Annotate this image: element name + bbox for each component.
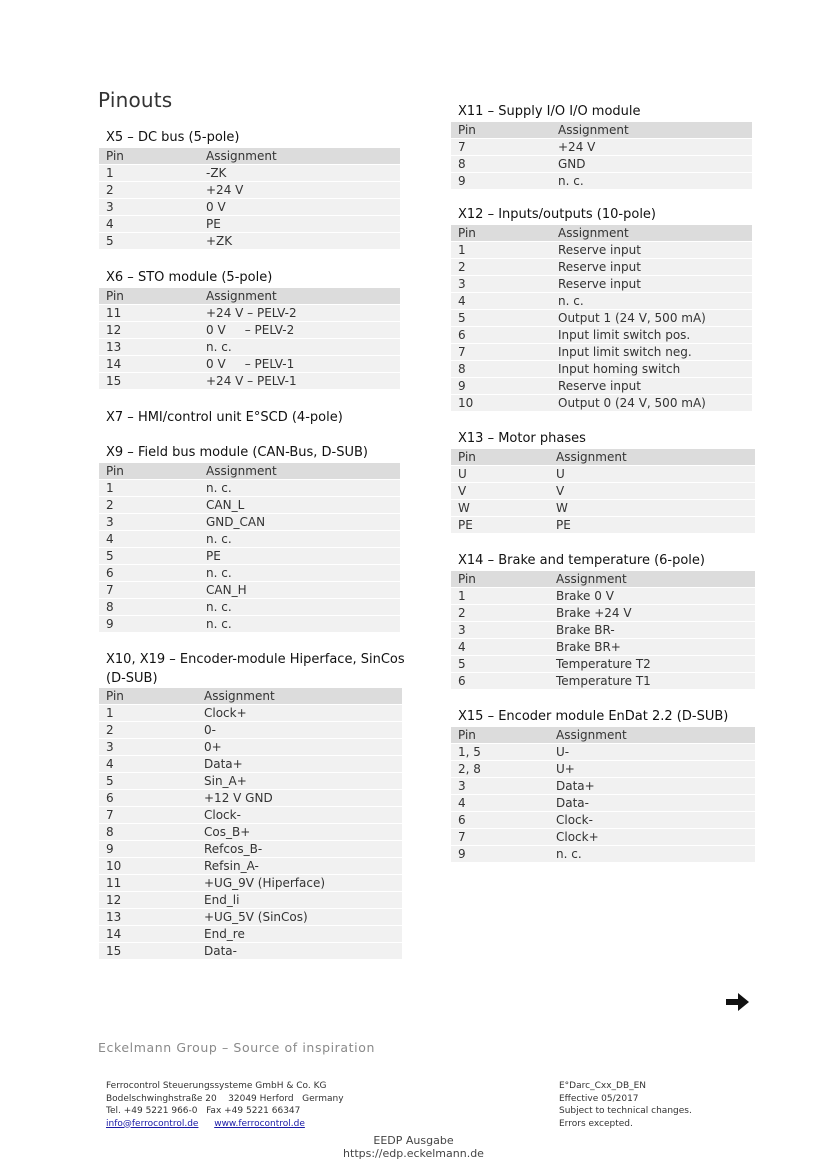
- assignment-cell: Reserve input: [551, 276, 752, 293]
- assignment-cell: 0 V: [199, 199, 400, 216]
- assignment-cell: n. c.: [199, 480, 400, 497]
- pin-cell: 12: [99, 322, 199, 339]
- assignment-cell: +ZK: [199, 233, 400, 250]
- table-row: [99, 582, 400, 599]
- pin-cell: 9: [451, 378, 551, 395]
- pin-cell: 8: [451, 156, 551, 173]
- company-name: Ferrocontrol Steuerungssysteme GmbH & Co. KG: [106, 1081, 327, 1091]
- table-header-row: [451, 727, 755, 744]
- pin-cell: 2, 8: [451, 761, 549, 778]
- pin-cell: 3: [451, 622, 549, 639]
- header-pin: Pin: [99, 288, 199, 305]
- assignment-cell: Data+: [197, 756, 402, 773]
- assignment-cell: Clock+: [549, 829, 755, 846]
- table-row: [451, 622, 755, 639]
- header-assignment: Assignment: [199, 148, 400, 165]
- pin-cell: 4: [451, 293, 551, 310]
- assignment-cell: GND: [551, 156, 752, 173]
- pin-cell: 10: [99, 858, 197, 875]
- assignment-cell: Input limit switch pos.: [551, 327, 752, 344]
- assignment-cell: +24 V – PELV-2: [199, 305, 400, 322]
- table-row: [99, 756, 402, 773]
- pin-cell: 4: [99, 756, 197, 773]
- assignment-cell: CAN_H: [199, 582, 400, 599]
- pin-cell: 3: [99, 514, 199, 531]
- pin-cell: 7: [99, 582, 199, 599]
- header-pin: Pin: [451, 727, 549, 744]
- pin-cell: 2: [451, 259, 551, 276]
- pin-cell: 15: [99, 943, 197, 960]
- assignment-cell: +12 V GND: [197, 790, 402, 807]
- table-row: [99, 565, 400, 582]
- assignment-cell: Output 1 (24 V, 500 mA): [551, 310, 752, 327]
- pin-cell: 4: [99, 531, 199, 548]
- section-title: X13 – Motor phases: [458, 431, 586, 446]
- pin-cell: U: [451, 466, 549, 483]
- header-pin: Pin: [99, 463, 199, 480]
- assignment-cell: Brake 0 V: [549, 588, 755, 605]
- pin-cell: 7: [451, 829, 549, 846]
- table-header-row: [451, 571, 755, 588]
- edition-url[interactable]: https://edp.eckelmann.de: [343, 1147, 484, 1160]
- pin-cell: 2: [99, 497, 199, 514]
- contact-links: [106, 1118, 344, 1131]
- section-x14: [451, 551, 755, 707]
- assignment-cell: n. c.: [199, 339, 400, 356]
- pin-cell: 13: [99, 339, 199, 356]
- pin-cell: 7: [99, 807, 197, 824]
- assignment-cell: 0+: [197, 739, 402, 756]
- pin-cell: 2: [451, 605, 549, 622]
- table-row: [451, 378, 752, 395]
- table-row: [451, 483, 755, 500]
- pin-cell: 1: [451, 242, 551, 259]
- section-title: X10, X19 – Encoder-module Hiperface, SinCos (D-SUB): [106, 652, 405, 686]
- pin-cell: 8: [451, 361, 551, 378]
- assignment-cell: n. c.: [199, 616, 400, 633]
- table-row: [451, 259, 752, 276]
- assignment-cell: Output 0 (24 V, 500 mA): [551, 395, 752, 412]
- pin-cell: 3: [99, 739, 197, 756]
- table-row: [451, 242, 752, 259]
- table-row: [451, 276, 752, 293]
- assignment-cell: Reserve input: [551, 378, 752, 395]
- pin-cell: 1: [99, 705, 197, 722]
- subject-note: Subject to technical changes.: [559, 1106, 692, 1116]
- pin-cell: 11: [99, 305, 199, 322]
- assignment-cell: n. c.: [199, 531, 400, 548]
- header-assignment: Assignment: [197, 688, 402, 705]
- assignment-cell: Data+: [549, 778, 755, 795]
- pin-cell: W: [451, 500, 549, 517]
- table-row: [99, 892, 402, 909]
- table-row: [99, 305, 400, 322]
- pin-table: [451, 727, 755, 863]
- pin-cell: 8: [99, 599, 199, 616]
- assignment-cell: +24 V: [551, 139, 752, 156]
- assignment-cell: W: [549, 500, 755, 517]
- pin-cell: 6: [451, 327, 551, 344]
- table-row: [99, 182, 400, 199]
- pin-table: [99, 463, 400, 633]
- table-row: [451, 139, 752, 156]
- assignment-cell: V: [549, 483, 755, 500]
- edition-footer: [0, 1134, 827, 1160]
- footer-document-info: [559, 1080, 692, 1130]
- assignment-cell: PE: [199, 216, 400, 233]
- left-column: [99, 128, 406, 960]
- pin-cell: 5: [99, 233, 199, 250]
- table-row: [99, 773, 402, 790]
- pin-table: [451, 122, 752, 190]
- assignment-cell: U: [549, 466, 755, 483]
- table-row: [451, 829, 755, 846]
- assignment-cell: Brake +24 V: [549, 605, 755, 622]
- street-address: Bodelschwinghstraße 20 32049 Herford Germany: [106, 1093, 344, 1104]
- table-row: [451, 605, 755, 622]
- assignment-cell: Temperature T2: [549, 656, 755, 673]
- table-row: [451, 361, 752, 378]
- section-title: X14 – Brake and temperature (6-pole): [458, 553, 705, 568]
- table-row: [99, 199, 400, 216]
- section-x6: [99, 268, 406, 408]
- pin-cell: 1: [99, 165, 199, 182]
- table-row: [99, 616, 400, 633]
- table-header-row: [451, 225, 752, 242]
- table-row: [451, 795, 755, 812]
- pin-cell: 7: [451, 344, 551, 361]
- assignment-cell: n. c.: [551, 293, 752, 310]
- table-row: [99, 722, 402, 739]
- assignment-cell: Temperature T1: [549, 673, 755, 690]
- table-row: [99, 841, 402, 858]
- assignment-cell: U-: [549, 744, 755, 761]
- header-assignment: Assignment: [199, 288, 400, 305]
- header-pin: Pin: [451, 225, 551, 242]
- table-row: [99, 807, 402, 824]
- header-assignment: Assignment: [549, 571, 755, 588]
- header-pin: Pin: [451, 122, 551, 139]
- website-link[interactable]: www.ferrocontrol.de: [214, 1118, 305, 1129]
- table-row: [99, 599, 400, 616]
- pin-cell: 4: [451, 795, 549, 812]
- page-title: Pinouts: [98, 88, 173, 112]
- assignment-cell: PE: [549, 517, 755, 534]
- section-title: X5 – DC bus (5-pole): [106, 130, 240, 145]
- pin-cell: 8: [99, 824, 197, 841]
- assignment-cell: +24 V – PELV-1: [199, 373, 400, 390]
- table-row: [451, 778, 755, 795]
- assignment-cell: Sin_A+: [197, 773, 402, 790]
- pin-cell: V: [451, 483, 549, 500]
- pin-cell: 2: [99, 722, 197, 739]
- table-row: [451, 517, 755, 534]
- section-x12: [451, 205, 755, 429]
- table-row: [451, 588, 755, 605]
- table-row: [99, 858, 402, 875]
- table-header-row: [451, 449, 755, 466]
- pin-cell: 12: [99, 892, 197, 909]
- header-pin: Pin: [99, 148, 199, 165]
- table-row: [451, 466, 755, 483]
- pin-table: [99, 688, 402, 960]
- assignment-cell: Brake BR-: [549, 622, 755, 639]
- pin-cell: 5: [99, 548, 199, 565]
- table-row: [451, 744, 755, 761]
- pin-cell: 9: [451, 173, 551, 190]
- assignment-cell: Refcos_B-: [197, 841, 402, 858]
- table-row: [99, 480, 400, 497]
- table-row: [451, 761, 755, 778]
- header-assignment: Assignment: [549, 449, 755, 466]
- assignment-cell: PE: [199, 548, 400, 565]
- table-row: [451, 310, 752, 327]
- assignment-cell: 0 V – PELV-1: [199, 356, 400, 373]
- assignment-cell: Data-: [549, 795, 755, 812]
- table-row: [99, 705, 402, 722]
- assignment-cell: n. c.: [549, 846, 755, 863]
- table-row: [99, 356, 400, 373]
- pin-table: [451, 571, 755, 690]
- assignment-cell: Reserve input: [551, 259, 752, 276]
- table-header-row: [99, 148, 400, 165]
- pin-cell: 6: [451, 673, 549, 690]
- header-assignment: Assignment: [551, 122, 752, 139]
- table-row: [451, 156, 752, 173]
- table-row: [99, 926, 402, 943]
- pin-cell: 15: [99, 373, 199, 390]
- pin-cell: 4: [99, 216, 199, 233]
- table-row: [99, 339, 400, 356]
- pin-cell: 3: [99, 199, 199, 216]
- pin-cell: 1, 5: [451, 744, 549, 761]
- assignment-cell: Refsin_A-: [197, 858, 402, 875]
- pin-cell: 6: [99, 790, 197, 807]
- table-header-row: [99, 463, 400, 480]
- table-header-row: [99, 688, 402, 705]
- table-row: [99, 514, 400, 531]
- header-assignment: Assignment: [199, 463, 400, 480]
- table-row: [99, 216, 400, 233]
- assignment-cell: +24 V: [199, 182, 400, 199]
- pin-cell: 6: [451, 812, 549, 829]
- section-title: X11 – Supply I/O I/O module: [458, 104, 641, 119]
- assignment-cell: 0-: [197, 722, 402, 739]
- table-row: [99, 909, 402, 926]
- pin-table: [99, 288, 400, 390]
- table-header-row: [451, 122, 752, 139]
- assignment-cell: +UG_9V (Hiperface): [197, 875, 402, 892]
- table-row: [99, 824, 402, 841]
- assignment-cell: -ZK: [199, 165, 400, 182]
- pin-cell: 6: [99, 565, 199, 582]
- footer-tagline: Eckelmann Group – Source of inspiration: [98, 1040, 376, 1055]
- assignment-cell: End_li: [197, 892, 402, 909]
- pin-cell: 5: [451, 656, 549, 673]
- pin-table: [451, 449, 755, 534]
- section-title: X12 – Inputs/outputs (10-pole): [458, 207, 657, 222]
- header-assignment: Assignment: [551, 225, 752, 242]
- right-column: [451, 102, 755, 863]
- table-row: [99, 165, 400, 182]
- pin-cell: 10: [451, 395, 551, 412]
- document-id: E°Darc_Cxx_DB_EN: [559, 1081, 647, 1091]
- assignment-cell: U+: [549, 761, 755, 778]
- assignment-cell: n. c.: [199, 565, 400, 582]
- table-row: [99, 790, 402, 807]
- assignment-cell: Input homing switch: [551, 361, 752, 378]
- table-row: [451, 344, 752, 361]
- edition-label: EEDP Ausgabe: [373, 1134, 454, 1147]
- table-row: [99, 322, 400, 339]
- phone-fax: Tel. +49 5221 966-0 Fax +49 5221 66347: [106, 1106, 301, 1116]
- table-row: [451, 656, 755, 673]
- pin-table: [451, 225, 752, 412]
- pin-cell: PE: [451, 517, 549, 534]
- table-row: [99, 875, 402, 892]
- section-x11: [451, 102, 755, 205]
- footer-address: [106, 1080, 344, 1130]
- table-row: [451, 846, 755, 863]
- table-row: [451, 673, 755, 690]
- effective-date: Effective 05/2017: [559, 1093, 639, 1104]
- assignment-cell: Reserve input: [551, 242, 752, 259]
- pin-cell: 4: [451, 639, 549, 656]
- assignment-cell: Clock-: [549, 812, 755, 829]
- table-row: [99, 233, 400, 250]
- table-row: [451, 293, 752, 310]
- section-x13: [451, 429, 755, 551]
- assignment-cell: Clock+: [197, 705, 402, 722]
- pin-cell: 2: [99, 182, 199, 199]
- section-title: X7 – HMI/control unit E°SCD (4-pole): [106, 410, 343, 425]
- pin-cell: 5: [99, 773, 197, 790]
- pin-cell: 7: [451, 139, 551, 156]
- pin-cell: 3: [451, 276, 551, 293]
- assignment-cell: Data-: [197, 943, 402, 960]
- section-title: X9 – Field bus module (CAN-Bus, D-SUB): [106, 445, 368, 460]
- pin-cell: 9: [99, 616, 199, 633]
- assignment-cell: n. c.: [551, 173, 752, 190]
- pin-cell: 14: [99, 926, 197, 943]
- section-x10: [99, 650, 406, 960]
- section-title: X15 – Encoder module EnDat 2.2 (D-SUB): [458, 709, 729, 724]
- assignment-cell: Clock-: [197, 807, 402, 824]
- pin-cell: 13: [99, 909, 197, 926]
- header-pin: Pin: [99, 688, 197, 705]
- table-row: [451, 327, 752, 344]
- table-header-row: [99, 288, 400, 305]
- table-row: [451, 639, 755, 656]
- errors-note: Errors excepted.: [559, 1118, 633, 1129]
- pin-cell: 9: [99, 841, 197, 858]
- assignment-cell: +UG_5V (SinCos): [197, 909, 402, 926]
- section-x15: [451, 707, 755, 863]
- assignment-cell: 0 V – PELV-2: [199, 322, 400, 339]
- table-row: [99, 739, 402, 756]
- table-row: [99, 497, 400, 514]
- table-row: [99, 531, 400, 548]
- table-row: [99, 548, 400, 565]
- header-assignment: Assignment: [549, 727, 755, 744]
- pin-cell: 3: [451, 778, 549, 795]
- section-title: X6 – STO module (5-pole): [106, 270, 273, 285]
- pin-cell: 1: [99, 480, 199, 497]
- section-x9: [99, 443, 406, 650]
- pin-cell: 9: [451, 846, 549, 863]
- assignment-cell: Brake BR+: [549, 639, 755, 656]
- arrow-right-icon[interactable]: [724, 990, 752, 1014]
- table-row: [451, 812, 755, 829]
- email-link[interactable]: info@ferrocontrol.de: [106, 1118, 199, 1129]
- assignment-cell: Cos_B+: [197, 824, 402, 841]
- assignment-cell: Input limit switch neg.: [551, 344, 752, 361]
- pin-cell: 11: [99, 875, 197, 892]
- pin-cell: 14: [99, 356, 199, 373]
- section-x5: [99, 128, 406, 268]
- assignment-cell: n. c.: [199, 599, 400, 616]
- pin-cell: 5: [451, 310, 551, 327]
- table-row: [451, 500, 755, 517]
- pin-cell: 1: [451, 588, 549, 605]
- table-row: [451, 173, 752, 190]
- section-x7: [99, 408, 406, 443]
- table-row: [451, 395, 752, 412]
- header-pin: Pin: [451, 571, 549, 588]
- assignment-cell: End_re: [197, 926, 402, 943]
- assignment-cell: GND_CAN: [199, 514, 400, 531]
- table-row: [99, 373, 400, 390]
- table-row: [99, 943, 402, 960]
- assignment-cell: CAN_L: [199, 497, 400, 514]
- header-pin: Pin: [451, 449, 549, 466]
- pin-table: [99, 148, 400, 250]
